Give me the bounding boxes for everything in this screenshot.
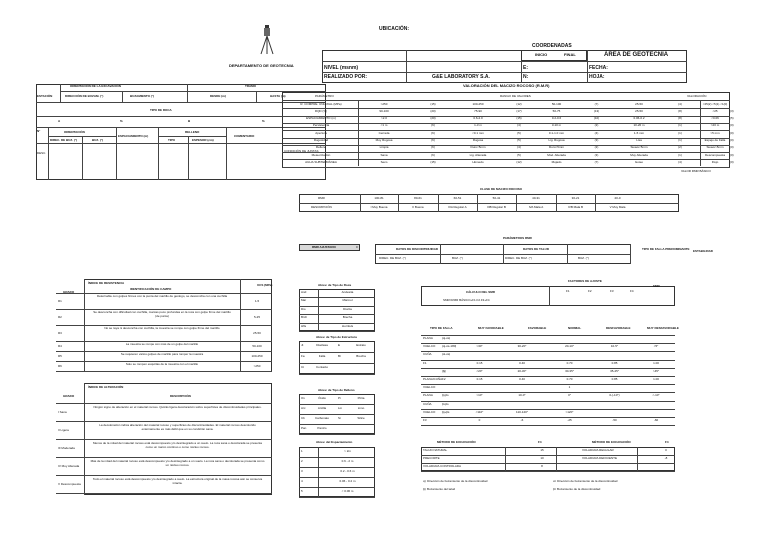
adjust-cell: 0.40 (519, 360, 525, 365)
adjust-cell: 1.00 (653, 360, 659, 365)
adjust-type: F1 (423, 360, 427, 365)
valuation-cell: (15) (430, 101, 436, 106)
disc-name2: Brecha (356, 354, 366, 358)
adjust-cell: 0.85 (611, 360, 618, 365)
adjust-cell: 0.70 (566, 360, 573, 365)
resistance-ucs: 25-50 (253, 330, 261, 335)
fill-name: Óxido (318, 396, 326, 400)
valuation-cell: 10-20 m (633, 123, 645, 128)
adjust-cell: 30-20° (517, 344, 527, 349)
disc-abbrev2: E (338, 343, 341, 347)
alteration-grade: I Sana (58, 409, 67, 414)
valuation-cell: 50-75 (552, 108, 561, 113)
valuation-cell: (3) (594, 138, 599, 142)
fill-name2: Sílice (357, 416, 365, 420)
valuation-cell: (5) (517, 138, 521, 142)
inicio-label: INICIO (535, 52, 548, 57)
valuation-param: Rugosidad (313, 138, 329, 142)
spacing-class: 3 (301, 469, 303, 473)
valuation-cell: (0) (730, 123, 734, 128)
adjust-cell: 30-35° (565, 368, 574, 373)
valuation-param: Apertura (315, 130, 327, 135)
fill-abbrev: Arc (301, 406, 306, 410)
fill-name: Carbonato (314, 416, 329, 420)
valuation-cell: (6) (431, 123, 435, 128)
adjust-cell: >120° (565, 409, 574, 414)
fill-abbrev: Ox (301, 396, 305, 400)
adjust-cell: 1.00 (653, 377, 659, 381)
fecha-label: FECHA: (589, 65, 608, 71)
adjust-cell: >10° (476, 393, 483, 398)
adjust-cell: 10-0° (518, 393, 526, 398)
method-name: TALUD NATURAL (423, 448, 448, 452)
disc-abbrev: Ct (301, 365, 304, 369)
spacing-class: 5 (301, 489, 303, 493)
valuation-cell: Suave>5mm (706, 145, 724, 150)
adjust-cell: 20-30° (517, 368, 527, 373)
valuation-cell: Lig. Rugosa (548, 138, 565, 142)
adjust-cell: >45° (652, 368, 660, 373)
valuation-cell: (4) (594, 130, 599, 135)
adjust-cell: >30° (476, 344, 483, 349)
valuation-cell: Espejo de Falla (704, 138, 726, 142)
spacing-class: 4 (301, 479, 303, 483)
valuation-cell: (0) (730, 138, 734, 142)
valuation-cell: 75-90 (474, 108, 482, 113)
valuation-cell: 0.2-0.6 (551, 116, 562, 121)
disc-name: Falla (318, 354, 326, 358)
valuation-cell: (0) (730, 159, 734, 164)
adjust-cell: 0 (478, 418, 481, 422)
class-range: 60-51 (453, 196, 462, 200)
rock-abbrev: And (301, 290, 307, 294)
valuation-param: R. COMPRE. UNIAXIAL (MPa) (300, 101, 342, 106)
valuation-cell: >20 m (710, 123, 720, 128)
adjust-cell: -6 (520, 418, 524, 422)
adjust-type: PLANA/CUÑA (423, 377, 443, 381)
valuation-cell: Mod. Alterada (547, 152, 566, 157)
valuation-cell: (8) (678, 116, 682, 121)
valuation-cell: 25-50 (635, 101, 643, 106)
valuation-cell: 0.6-2.0 (473, 116, 483, 121)
alteration-desc: Todo el material rocoso está descompuesto y/o desintegrado a suelo. La estructura original de la masa rocosa aún se conserva intacta. (92, 477, 263, 485)
valuation-cell: (5) (730, 116, 734, 121)
adjust-type: VUELCO (423, 409, 436, 414)
valuation-cell: 0.06-0.2 (633, 116, 645, 121)
valuation-cell: (3) (730, 108, 734, 113)
valuation-cell: (12) (516, 101, 522, 106)
method-f42: 0 (665, 448, 667, 452)
valuation-cell: (4) (517, 123, 521, 128)
resistance-desc: Solo se rompen esquirlas de la muestra con el martillo (125, 362, 199, 366)
valuation-cell: (10) (593, 116, 600, 121)
resistance-ucs: >250 (253, 363, 261, 368)
adjust-cell: 0.85 (611, 377, 618, 381)
valuation-title: VALORACIÓN DEL MACIZO ROCOSO (R.M.R) (463, 83, 550, 88)
adjust-cell: 10-5° (610, 344, 619, 349)
rock-abbrev: Dio (301, 306, 306, 311)
rock-abbrev: Mar (301, 298, 307, 303)
method-name2: VOLADURA REGULAR (582, 448, 614, 452)
valuation-cell: <1 m (380, 123, 388, 128)
spacing-class: 2 (301, 459, 303, 463)
class-range: 30-21 (571, 196, 580, 200)
adjust-type: VUELCO (423, 385, 436, 390)
valuation-cell: Limpia (379, 145, 389, 150)
valuation-param: AGUA SUBTERRÁNEA (305, 159, 337, 164)
fill-abbrev: Cb (301, 416, 305, 420)
adjust-cell: 110-120° (516, 409, 528, 414)
coordenadas-label: COORDENADAS (532, 43, 572, 49)
valuation-cell: Flujo (711, 159, 719, 164)
valuation-cell: Cerrada (378, 130, 390, 135)
rock-abbrev: Brch (301, 315, 308, 320)
valuation-param: ESPACIAMIENTO (m) (306, 116, 336, 121)
resistance-grade: R6 (58, 363, 62, 368)
disc-abbrev: Fa (301, 354, 305, 358)
valuation-cell: Húmedo (472, 159, 484, 164)
fill-abbrev2: Si (338, 416, 341, 420)
resistance-desc: Se desconcha con dificultad con cuchilla, marcas poco profundas en la roca con golpe firme del martillo (de punta) (93, 310, 231, 318)
adjust-cell: <-10° (652, 393, 660, 398)
valuation-cell: (15) (516, 116, 522, 121)
valuation-cell: (0) (730, 152, 734, 157)
valuation-cell: Suave<5mm (630, 145, 648, 150)
adjust-cell: -60 (653, 418, 659, 422)
spacing-range: 0.06 - 0.2 m (339, 479, 356, 483)
resistance-desc: La muestra se rompe con más de un golpe del martillo (125, 342, 199, 346)
valuation-cell: <0.06 (711, 116, 719, 121)
valuation-cell: 3-10 m (551, 123, 562, 128)
area-title: ÁREA DE GEOTECNIA (604, 52, 669, 58)
valuation-cell: 1-3 m (474, 123, 482, 128)
resistance-grade: R5 (58, 353, 62, 358)
rock-name: Brecha (342, 315, 353, 320)
valuation-cell: (6) (431, 138, 435, 142)
spacing-range: > 2m (344, 449, 351, 453)
smr-calc (421, 286, 675, 306)
adjust-type: CUÑA (423, 401, 432, 406)
class-desc: V Muy Mala (609, 205, 626, 209)
valuation-param: Persistencia (312, 123, 330, 128)
fill-name: Arcilla (317, 406, 327, 410)
class-range: 50-41 (492, 196, 501, 200)
resistance-desc: Deleznable con golpes firmes con la punta del martillo de geólogo, se desconcha con una cuchilla (96, 294, 228, 298)
valuation-cell: (5) (517, 130, 521, 135)
adjust-cell: 35-45° (610, 368, 619, 373)
resistance-grade: R1 (58, 298, 62, 303)
alteration-desc: Más de la mitad del material rocoso está descompuesto y/o desintegrado a un suelo. La roca sana o decolorada se presenta como un núcleo rocoso. (90, 459, 265, 467)
valuation-cell: (6) (431, 152, 435, 157)
valuation-cell: (17) (516, 108, 522, 113)
valuation-cell: 25-50 (635, 108, 643, 113)
class-desc: I Muy Buena (370, 205, 388, 209)
valuation-cell: (1) (678, 152, 682, 157)
class-title: CLASE DE MACIZO ROCOSO (480, 187, 523, 191)
adjust-type: VUELCO (423, 344, 436, 349)
adjust-cell: 0-(-10°) (609, 393, 620, 398)
valuation-cell: 1-5 mm (633, 130, 645, 135)
fill-name: Panizo (317, 426, 327, 430)
valuation-cell: 90-100 (379, 108, 389, 113)
ubicacion-label: UBICACIÓN: (379, 26, 409, 32)
alteration-grade: III Moderada (58, 445, 75, 450)
resistance-desc: No se raya ni desconcha con cuchilla, la muestra se rompe con golpe firme del martillo (104, 326, 220, 330)
resistance-ucs: 1-5 (254, 298, 260, 303)
valuation-cell: <25 (712, 108, 718, 113)
valuation-cell: (0) (730, 145, 734, 150)
note: βj: Buzamiento del talud (423, 487, 456, 491)
valuation-cell: (1) (678, 123, 682, 128)
resistance-grade: R2 (58, 314, 62, 319)
class-range: 80-61 (414, 196, 422, 200)
note: αj: Dirección de buzamiento de la discontinuidad (423, 479, 488, 483)
valuation-cell: (20) (430, 108, 436, 113)
method-f42: -8 (664, 456, 668, 460)
spacing-range: < 0.06 m (341, 489, 354, 493)
valuation-cell: (2) (594, 145, 599, 150)
valuation-param: RQD (%) (314, 108, 328, 113)
realizado-label: REALIZADO POR: (324, 74, 368, 80)
note: βi: Buzamiento de la discontinuidad (553, 487, 601, 491)
alteration-grade: IV Muy Alterada (58, 463, 80, 468)
method-name: VOLADURA CONTROLADA (423, 464, 462, 468)
valuation-param: Relleno (315, 145, 327, 150)
class-range: 40-31 (532, 196, 540, 200)
adjust-cell: <20° (476, 368, 483, 373)
adjust-cell: 0.15 (476, 360, 483, 365)
final-label: FINAL (564, 52, 576, 57)
rock-name: Andesita (341, 290, 354, 294)
adjust-cell: 0° (568, 393, 571, 398)
method-name2: VOLADURA DEFICIENTE (582, 456, 618, 460)
valuation-cell: >5 mm (710, 130, 720, 135)
alteration-desc: Ningún signo de alteración en el material rocoso. Quizás ligera decoloración sobre superficies de discontinuidades principales. (93, 405, 262, 409)
valuation-cell: (7) (594, 101, 599, 106)
n-label: N: (523, 74, 529, 80)
note: αi: Dirección de buzamiento de la discontinuidad (553, 479, 618, 483)
class-range: 20-0 (614, 196, 621, 200)
valuation-cell: (13) (593, 108, 600, 113)
method-f4: 8 (541, 464, 543, 468)
valuation-cell: (2) (594, 123, 599, 128)
e-label: E: (523, 65, 528, 71)
valuation-cell: >250 (380, 101, 388, 106)
class-range: 100-81 (374, 196, 384, 200)
valuation-cell: Muy Alterada (630, 152, 648, 157)
rock-name: Diorita (343, 306, 352, 311)
valuation-cell: >2.0 (381, 116, 387, 121)
valuation-cell: Lig. Alterada (469, 152, 487, 157)
rock-name: Mármol (342, 298, 353, 303)
valuation-cell: Rugosa (472, 138, 484, 142)
valuation-cell: (0) (730, 130, 734, 135)
valuation-cell: (15) (430, 159, 436, 164)
adjust-cell: 20-10° (565, 344, 574, 349)
adjust-cell: βj+βs (442, 409, 450, 414)
fill-name2: Limo (357, 406, 365, 410)
adjust-cell: -50 (612, 418, 617, 422)
resistance-grade: R4 (58, 343, 62, 348)
adjust-type: PLANA (423, 336, 433, 340)
valuation-cell: (4) (678, 101, 682, 106)
valuation-cell: (6) (431, 145, 435, 150)
method-name: PRECORTE (423, 456, 440, 460)
hoja-label: HOJA: (589, 74, 605, 80)
valuation-param: Meteorización (311, 152, 331, 157)
class-desc: IIIA Regular A (448, 205, 467, 209)
disc-name: Diaclasa (316, 343, 328, 347)
valuation-cell: (7) (594, 159, 599, 164)
adjust-cell: 0.70 (566, 377, 573, 381)
method-f4: 10 (540, 456, 544, 460)
valuation-cell: (1) (678, 130, 682, 135)
spacing-range: 0.2 - 0.6 m (340, 469, 355, 473)
disc-abbrev2: Br (338, 354, 341, 358)
fill-name2: Pirita (357, 396, 365, 400)
valuation-cell: (6) (431, 130, 435, 135)
rmr-params-title: PARÁMETROS RMR (503, 236, 532, 240)
valuation-cell: (2) (678, 145, 682, 150)
resistance-ucs: 100-250 (251, 353, 263, 358)
valuation-cell: Sana (380, 152, 388, 157)
adjust-type: F3 (423, 418, 427, 422)
valuation-cell: 0.1-1.0 mm (548, 130, 565, 135)
valuation-cell: (5) (517, 152, 521, 157)
valuation-cell: (20) (430, 116, 436, 121)
alteration-grade: II Ligera (58, 427, 69, 432)
valuation-cell: Duro>5mm (549, 145, 564, 150)
adjust-cell: |αi-αs| (442, 352, 451, 357)
company-name: G&E LABORATORY S.A. (432, 74, 490, 80)
fill-abbrev2: Pi (338, 396, 341, 400)
adjust-cell: 1 (568, 385, 571, 390)
disc-name: Contacto (315, 365, 328, 369)
adjust-type: CUÑA (423, 352, 432, 357)
rock-abbrev: Hfls (301, 323, 307, 328)
valuation-cell: (12) (516, 159, 522, 164)
adjust-type: PLANA (423, 393, 433, 398)
adjust-cell: F2 (442, 377, 446, 381)
valuation-cell: (3) (594, 152, 599, 157)
resistance-ucs: 5-25 (253, 314, 260, 319)
valuation-cell: <25(2) <5(1) <1(0) (702, 101, 728, 106)
alteration-desc: La decoloración indica alteración del material rocoso y superficies de discontinuidades. El material rocoso descolorido externamente es más débil que en su condición sana. (99, 423, 256, 431)
class-desc: IVA Mala A (528, 205, 544, 209)
adjust-cell: |αj-αs-180| (442, 344, 457, 349)
tripod-logo-icon (260, 25, 274, 55)
valuation-cell: <0.1 mm (472, 130, 484, 135)
adjust-cell: 0.40 (519, 377, 525, 381)
rock-name: Hornfels (341, 323, 354, 328)
valuation-cell: (4) (678, 159, 682, 164)
valuation-cell: (4) (517, 145, 521, 150)
valuation-cell: 50-100 (551, 101, 562, 106)
valuation-cell: 100-250 (472, 101, 484, 106)
geotech-form: DEPARTAMENTO DE GEOTECNIA UBICACIÓN: NIVEL (msnm) REALIZADO POR: G&E LABORATORY S.A. E: N: FECHA: HOJA: COORDENADAS INICIO FINAL ÁREA DE GEOTECNIA ORIENTACIÓN DE LA EXCAVACIÓN TRAMO ESTACIÓN DIRECCIÓN DE BUZAM. (°) BUZAMIENTO (°) DESDE (m) HASTA (m) TIPO DE ROCA A % B % ORIENTACIÓN ESPACIAMIENTO (m) RELLENO COMENTARIO DIREC. DE BUZ. (°) BUZ. (°) TIPO ESPESOR (cm) N° DESC. VALORACIÓN DEL MACIZO ROCOSO (R.M.R) PARÁMETRO RANGO DE VALORES VALORACIÓN CONDICIÓN DE JUNTAS VALOR RMR BÁSICO CLASE DE MACIZO ROCOSO RMR DESCRIPCIÓN PARÁMETROS RMR RMR AJUSTADO 0 DATOS DE DISCONTINUIDAD DATOS DE TALUD TIPO DE FALLA PREDOMINANTE ESTABILIDAD DIREC. DE BUZ. (°) BUZ. (°) DIREC. DE BUZ. (°) BUZ. (°) GRADO ÍNDICE DE RESISTENCIA IDENTIFICACIÓN DE CAMPO UCS (MPa) GRADO ÍNDICE DE ALTERACIÓN DESCRIPCIÓN Abrev. de Tipo de Roca Abrev. de Tipo de Estructura Abrev. de Tipo de Relleno Abrev. del Espaciamiento FACTORES DE AJUSTE F1 F2 F3 F4 SMR CÁLCULO DEL SMR SMR=RMR BÁSICO+F1.F2.F3+F4 TIPO DE FALLA MUY FAVORABLE FAVORABLE NORMAL DESFAVORABLE MUY DESFAVORABLE MÉTODO DE EXCAVACIÓN F4 MÉTODO DE EXCAVACIÓN F4 R. COMPRE. UNIAXIAL (MPa) >250 (15) 100-250 (12) 50-100 (7) 25-50 (4) <25(2) <5(1) <1(0) RQD (%) 90-100 (20) 75-90 (17) 50-75 (13) 25-50 (8) <25 (3) ESPACIAMIENTO (m) >2.0 (20) 0.6-2.0 (15) 0.2-0.6 (10) 0.06-0.2 (8) <0.06 (5) Persistencia <1 m (6) 1-3 m (4) 3-10 m (2) 10-20 m (1) >20 m (0) Apertura Cerrada (6) <0.1 mm (5) 0.1-1.0 mm (4) 1-5 mm (1) >5 mm (0) Rugosidad Muy Rugosa (6) Rugosa (5) Lig. Rugosa (3) Lisa (1) Espejo de Falla (0) Relleno Limpia (6) Duro<5mm (4) Duro>5mm (2) Suave<5mm (2) Suave>5mm (0) Meteorización Sana (6) Lig. Alterada (5) Mod. Alterada (3) Muy Alterada (1) Descompuesta (0) AGUA SUBTERRÁNEA Seco (15) Húmedo (12) Mojado (7) Goteo (4) Flujo (0) 100-81 I Muy Buena 80-61 II Buena 60-51 IIIA Regular A 50-41 IIIB Regular B 40-31 IVA Mala A 30-21 IVB Mala B 20-0 V Muy Mala R1 Deleznable con golpes firmes con la punta del martillo de geólogo, se desconcha con una cuchilla 1-5 R2 Se desconcha con dificultad con cuchilla, marcas poco profundas en la roca con golpe firme del martillo (de punta) 5-25 R3 No se raya ni desconcha con cuchilla, la muestra se rompe con golpe firme del martillo 25-50 R4 La muestra se rompe con más de un golpe del martillo 50-100 R5 Se requieren varios golpes de martillo para romper la muestra 100-250 R6 Solo se rompen esquirlas de la muestra con el martillo >250 I Sana Ningún signo de alteración en el material rocoso. Quizás ligera decoloración sobre superficies de discontinuidades principales. II Ligera La decoloración indica alteración del material rocoso y superficies de discontinuidades. El material rocoso descolorido externamente es más débil que en su condición sana. III Moderada Menos de la mitad del material rocoso está descompuesto y/o desintegrado a un suelo. La roca sana o decolorada se presenta como un marco continuo o como núcleo rocoso. IV Muy Alterada Más de la mitad del material rocoso está descompuesto y/o desintegrado a un suelo. La roca sana o decolorada se presenta como un núcleo rocoso. V Descompuesta Todo el material rocoso está descompuesto y/o desintegrado a suelo. La estructura original de la masa rocosa aún se conserva intacta. And Andesita Mar Mármol Dio Diorita Brch Brecha Hfls Hornfels Jt Diaclasa E Estrato Fa Falla Br Brecha Ct Contacto Ox Óxido Pi Pirita Arc Arcilla Lm Limo Cb Carbonato Si Sílice Pan Panizo 1 > 2m 2 0.6 - 2 m 3 0.2 - 0.6 m 4 0.06 - 0.2 m 5 < 0.06 m PLANA |αj-αs| VUELCO |αj-αs-180| >30° 30-20° 20-10° 10-5° <5° CUÑA |αi-αs| F1 0.15 0.40 0.70 0.85 1.00 |βj| <20° 20-30° 30-35° 35-45° >45° PLANA/CUÑA F2 0.15 0.40 0.70 0.85 1.00 VUELCO 1 PLANA βj-βs >10° 10-0° 0° 0-(-10°) <-10° CUÑA βi-βs VUELCO βj+βs <110° 110-120° >120° F3 0 -6 -25 -50 -60 TALUD NATURAL 15 VOLADURA REGULAR 0 PRECORTE 10 VOLADURA DEFICIENTE -8 VOLADURA CONTROLADA 8 αj: Dirección de buzamiento de la discontinuidad αi: Dirección de buzamiento de la discontinuidad βj: Buzamiento del talud βi: Buzamiento de la discontinuidad (0, 0, 768, 543)
spacing-range: 0.6 - 2 m (341, 459, 354, 463)
class-desc: IIIB Regular B (487, 205, 506, 209)
resistance-grade: R3 (58, 330, 62, 335)
adjust-cell: -25 (567, 418, 572, 422)
fill-abbrev2: Lm (338, 406, 343, 410)
adjust-cell: 0.15 (476, 377, 483, 381)
class-desc: IVB Mala B (567, 205, 583, 209)
valuation-cell: (8) (678, 108, 682, 113)
class-desc: II Buena (412, 205, 424, 209)
alteration-desc: Menos de la mitad del material rocoso está descompuesto y/o desintegrado a un suelo. La roca sana o decolorada se presenta como un marco continuo o como núcleo rocoso. (93, 441, 262, 449)
adjust-cell: βi-βs (442, 401, 449, 406)
resistance-desc: Se requieren varios golpes de martillo para romper la muestra (120, 352, 204, 356)
adjust-cell: <110° (475, 409, 484, 414)
resistance-ucs: 50-100 (252, 343, 262, 348)
method-f4: 15 (540, 448, 544, 452)
valuation-cell: Mojado (551, 159, 562, 164)
disc-name2: Estrato (356, 343, 366, 347)
disc-abbrev: Jt (301, 343, 304, 347)
valuation-cell: (1) (678, 138, 682, 142)
nivel-label: NIVEL (msnm) (324, 65, 359, 71)
valuation-cell: Seco (380, 159, 388, 164)
valuation-cell: Descompuesta (704, 152, 725, 157)
valuation-cell: Duro<5mm (470, 145, 486, 150)
alteration-grade: V Descompuesta (58, 481, 81, 486)
fill-abbrev: Pan (301, 426, 307, 430)
valuation-cell: Lisa (636, 138, 642, 142)
adjust-cell: |αj-αs| (442, 336, 451, 340)
valuation-cell: Goteo (634, 159, 644, 164)
spacing-class: 1 (301, 449, 303, 453)
adjust-cell: <5° (653, 344, 659, 349)
adjust-cell: |βj| (442, 368, 446, 373)
adjust-cell: βj-βs (442, 393, 449, 398)
rmr-basico-label: VALOR RMR BÁSICO (681, 169, 711, 173)
valuation-cell: Muy Rugosa (375, 138, 393, 142)
page-title: DEPARTAMENTO DE GEOTECNIA (229, 63, 294, 68)
